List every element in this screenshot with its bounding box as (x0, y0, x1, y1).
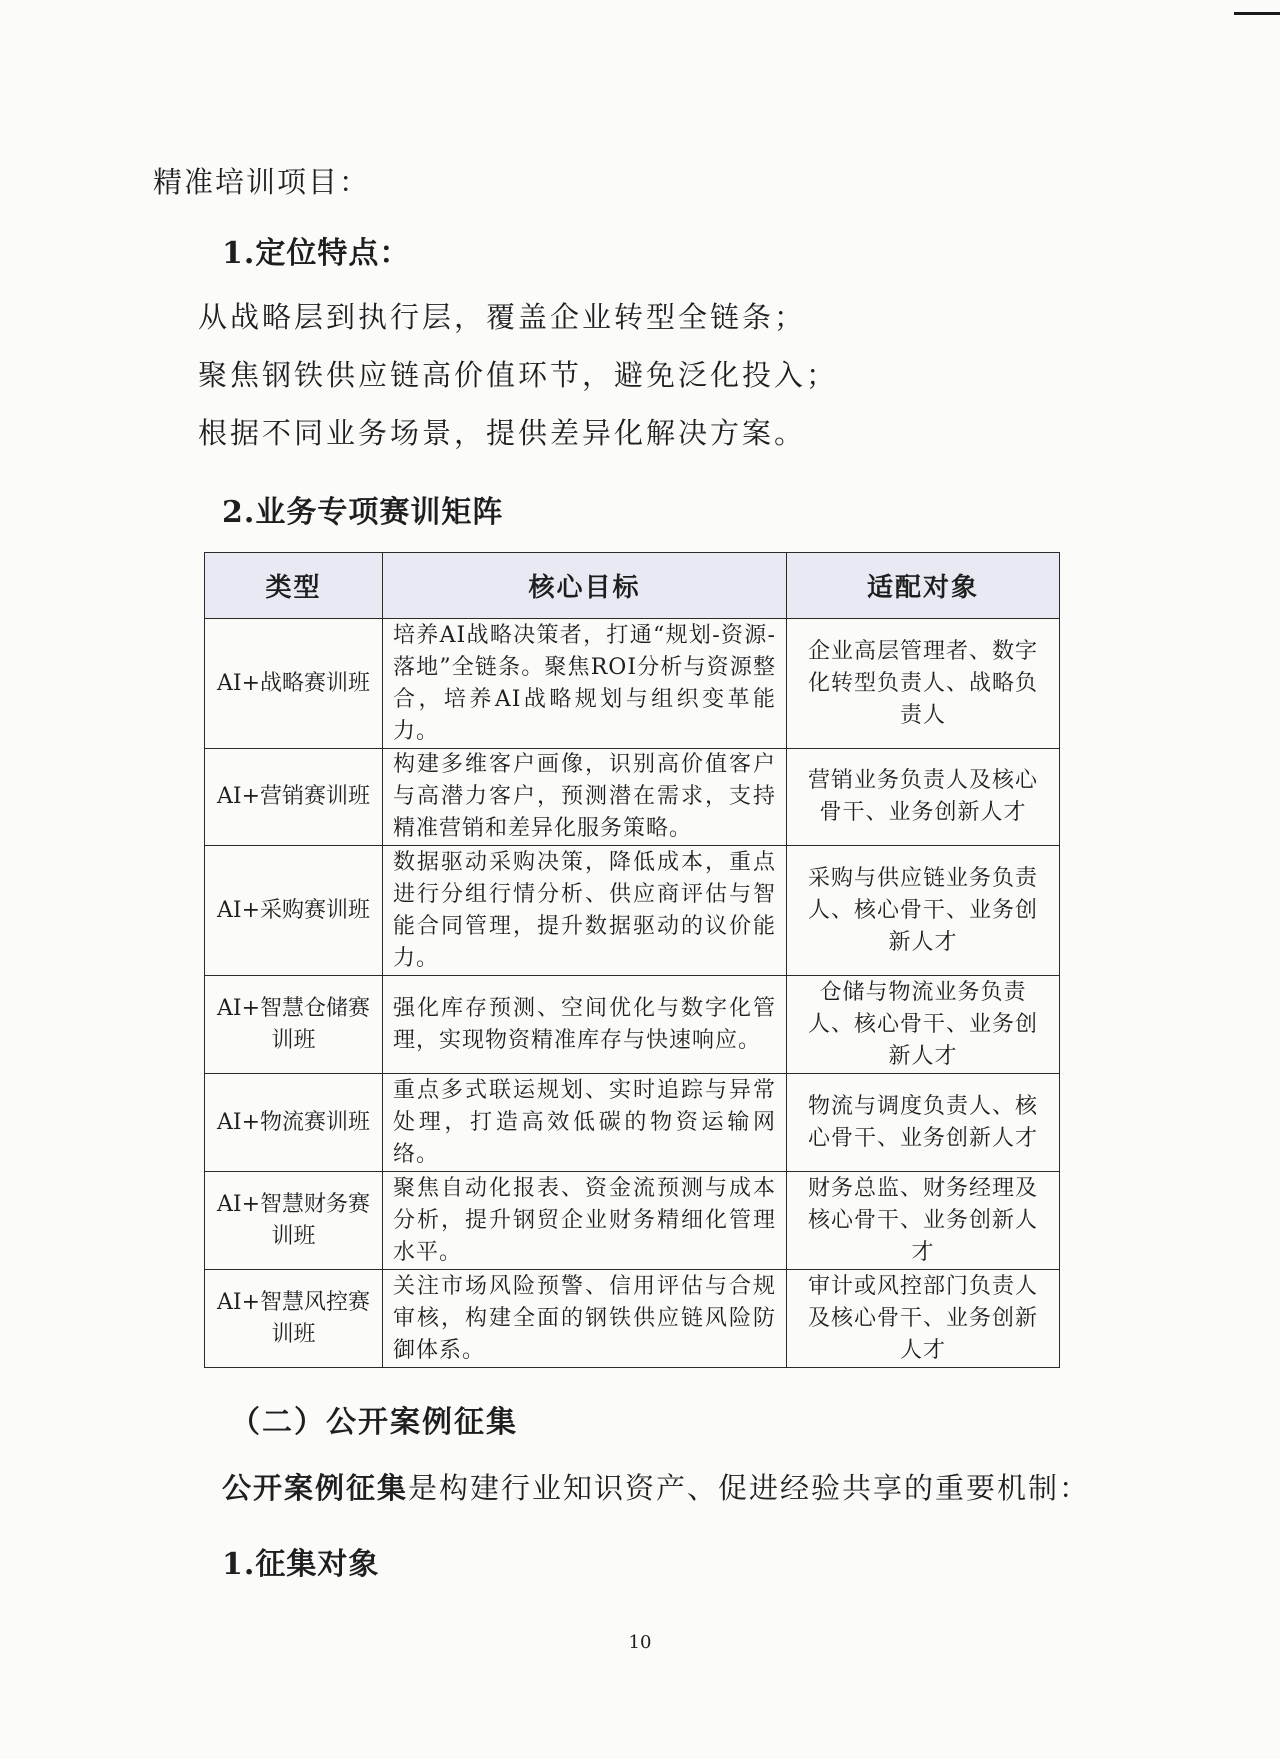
row-goal: 构建多维客户画像，识别高价值客户与高潜力客户，预测潜在需求，支持精准营销和差异化服务策略。 (383, 749, 787, 846)
row-goal: 培养AI战略决策者，打通“规划-资源-落地”全链条。聚焦ROI分析与资源整合，培养AI战略规划与组织变革能力。 (383, 619, 787, 749)
corner-scan-mark (1234, 12, 1280, 15)
row-type: AI+智慧财务赛训班 (205, 1172, 383, 1270)
case-para-rest: 是构建行业知识资产、促进经验共享的重要机制： (408, 1471, 1091, 1505)
table-row (205, 1172, 1060, 1270)
header-audience: 适配对象 (787, 553, 1060, 619)
table-row (205, 976, 1060, 1074)
section2-heading: 2.业务专项赛训矩阵 (222, 495, 504, 530)
row-type: AI+采购赛训班 (205, 846, 383, 976)
table-row (205, 749, 1060, 846)
table-row (205, 1074, 1060, 1172)
case-para-bold: 公开案例征集 (222, 1471, 409, 1505)
section3-heading: （二）公开案例征集 (230, 1405, 518, 1440)
table-row (205, 619, 1060, 749)
row-goal: 关注市场风险预警、信用评估与合规审核，构建全面的钢铁供应链风险防御体系。 (383, 1270, 787, 1368)
row-type: AI+智慧风控赛训班 (205, 1270, 383, 1368)
row-audience: 营销业务负责人及核心骨干、业务创新人才 (787, 749, 1060, 846)
feature-line-3: 根据不同业务场景，提供差异化解决方案。 (198, 416, 807, 450)
row-goal: 数据驱动采购决策，降低成本，重点进行分组行情分析、供应商评估与智能合同管理，提升数据驱动的议价能力。 (383, 846, 787, 976)
intro-line: 精准培训项目： (153, 165, 371, 199)
row-audience: 财务总监、财务经理及核心骨干、业务创新人才 (787, 1172, 1060, 1270)
header-goal: 核心目标 (383, 553, 787, 619)
row-type: AI+物流赛训班 (205, 1074, 383, 1172)
row-goal: 强化库存预测、空间优化与数字化管理，实现物资精准库存与快速响应。 (383, 976, 787, 1074)
collection-target-heading: 1.征集对象 (222, 1547, 380, 1582)
section1-heading: 1.定位特点： (222, 236, 411, 271)
row-audience: 企业高层管理者、数字化转型负责人、战略负责人 (787, 619, 1060, 749)
table-row (205, 1270, 1060, 1368)
case-paragraph (222, 1466, 1090, 1507)
row-type: AI+营销赛训班 (205, 749, 383, 846)
feature-line-1: 从战略层到执行层，覆盖企业转型全链条； (198, 300, 807, 334)
table-header-row (205, 553, 1060, 619)
header-type: 类型 (205, 553, 383, 619)
row-type: AI+智慧仓储赛训班 (205, 976, 383, 1074)
row-audience: 仓储与物流业务负责人、核心骨干、业务创新人才 (787, 976, 1060, 1074)
page-number: 10 (628, 1632, 652, 1653)
feature-line-2: 聚焦钢铁供应链高价值环节，避免泛化投入； (198, 358, 839, 392)
table-row (205, 846, 1060, 976)
row-audience: 物流与调度负责人、核心骨干、业务创新人才 (787, 1074, 1060, 1172)
row-audience: 采购与供应链业务负责人、核心骨干、业务创新人才 (787, 846, 1060, 976)
training-matrix-table (204, 552, 1060, 1368)
row-goal: 聚焦自动化报表、资金流预测与成本分析，提升钢贸企业财务精细化管理水平。 (383, 1172, 787, 1270)
row-goal: 重点多式联运规划、实时追踪与异常处理，打造高效低碳的物资运输网络。 (383, 1074, 787, 1172)
row-audience: 审计或风控部门负责人及核心骨干、业务创新人才 (787, 1270, 1060, 1368)
row-type: AI+战略赛训班 (205, 619, 383, 749)
